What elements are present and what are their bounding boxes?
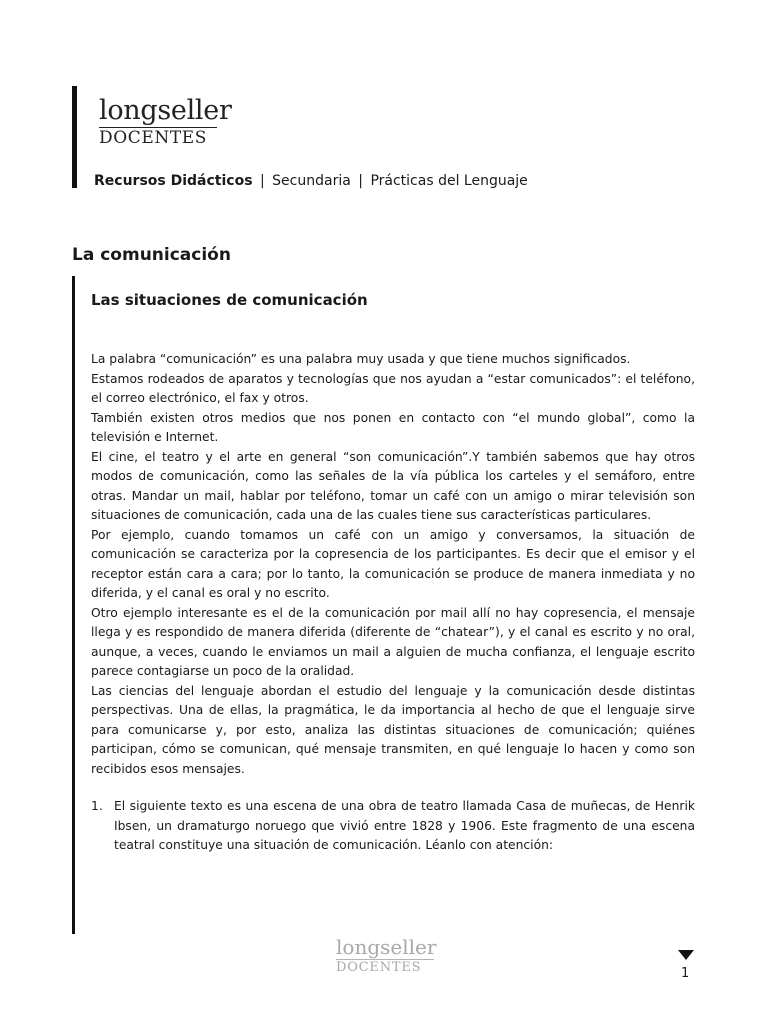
content-accent-bar: [72, 276, 75, 934]
breadcrumb-level: Secundaria: [272, 173, 351, 189]
footer-logo-brand: longseller: [336, 935, 437, 959]
triangle-down-icon[interactable]: [678, 950, 694, 960]
footer-logo: [336, 936, 436, 975]
paragraph: La palabra “comunicación” es una palabra muy usada y que tiene muchos significados.: [91, 352, 631, 366]
exercise-text: El siguiente texto es una escena de una obra de teatro llamada Casa de muñecas, de Henrik Ibsen, un dramaturgo noruego que vivió entre 1828 y 1906. Este fragmento de una escena teatral constituye una situación de comunicación. Léanlo con atención:: [114, 799, 695, 852]
breadcrumb-subject: Prácticas del Lenguaje: [370, 173, 528, 189]
footer-logo-sub: DOCENTES: [336, 960, 422, 975]
longseller-logo: [99, 96, 232, 148]
exercise-item: [91, 797, 695, 856]
paragraph: El cine, el teatro y el arte en general “son comunicación”.Y también sabemos que hay otros modos de comunicación, como las señales de la vía pública los carteles y el semáforo, entre otras. Mandar un mail, hablar por teléfono, tomar un café con un amigo o mirar televisión son situaciones de comunicación, cada una de las cuales tiene sus características particulares.: [91, 449, 695, 522]
body-text: [91, 350, 695, 779]
paragraph: También existen otros medios que nos ponen en contacto con “el mundo global”, como la televisión e Internet.: [91, 410, 695, 444]
page-number: 1: [681, 966, 690, 981]
breadcrumb-category: Recursos Didácticos: [94, 173, 253, 189]
logo-sub: DOCENTES: [99, 128, 208, 148]
breadcrumb: [94, 172, 528, 190]
logo-brand: longseller: [99, 95, 232, 126]
page-title: La comunicación: [72, 245, 231, 265]
breadcrumb-separator: |: [260, 173, 265, 189]
header-accent-bar: [72, 86, 77, 188]
paragraph: Por ejemplo, cuando tomamos un café con un amigo y conversamos, la situación de comunicación se caracteriza por la copresencia de los participantes. Es decir que el emisor y el receptor están cara a cara; por lo tanto, la comunicación se produce de manera inmediata y no diferida, y el canal es oral y no escrito.: [91, 527, 695, 600]
section-subtitle: Las situaciones de comunicación: [91, 291, 368, 309]
paragraph: Otro ejemplo interesante es el de la comunicación por mail allí no hay copresencia, el mensaje llega y es respondido de manera diferida (diferente de “chatear”), y el canal es escrito y no oral, aunque, a veces, cuando le enviamos un mail a alguien de mucha confianza, el lenguaje escrito parece contagiarse un poco de la oralidad.: [91, 605, 695, 678]
breadcrumb-separator: |: [358, 173, 363, 189]
paragraph: Las ciencias del lenguaje abordan el estudio del lenguaje y la comunicación desde distintas perspectivas. Una de ellas, la pragmática, le da importancia al hecho de que el lenguaje sirve para comunicarse y, por esto, analiza las distintas situaciones de comunicación; quiénes participan, cómo se comunican, qué mensaje transmiten, en qué lenguaje lo hacen y como son recibidos esos mensajes.: [91, 683, 695, 776]
paragraph: Estamos rodeados de aparatos y tecnologías que nos ayudan a “estar comunicados”: el teléfono, el correo electrónico, el fax y otros.: [91, 371, 695, 405]
exercise-number: 1.: [91, 799, 103, 813]
